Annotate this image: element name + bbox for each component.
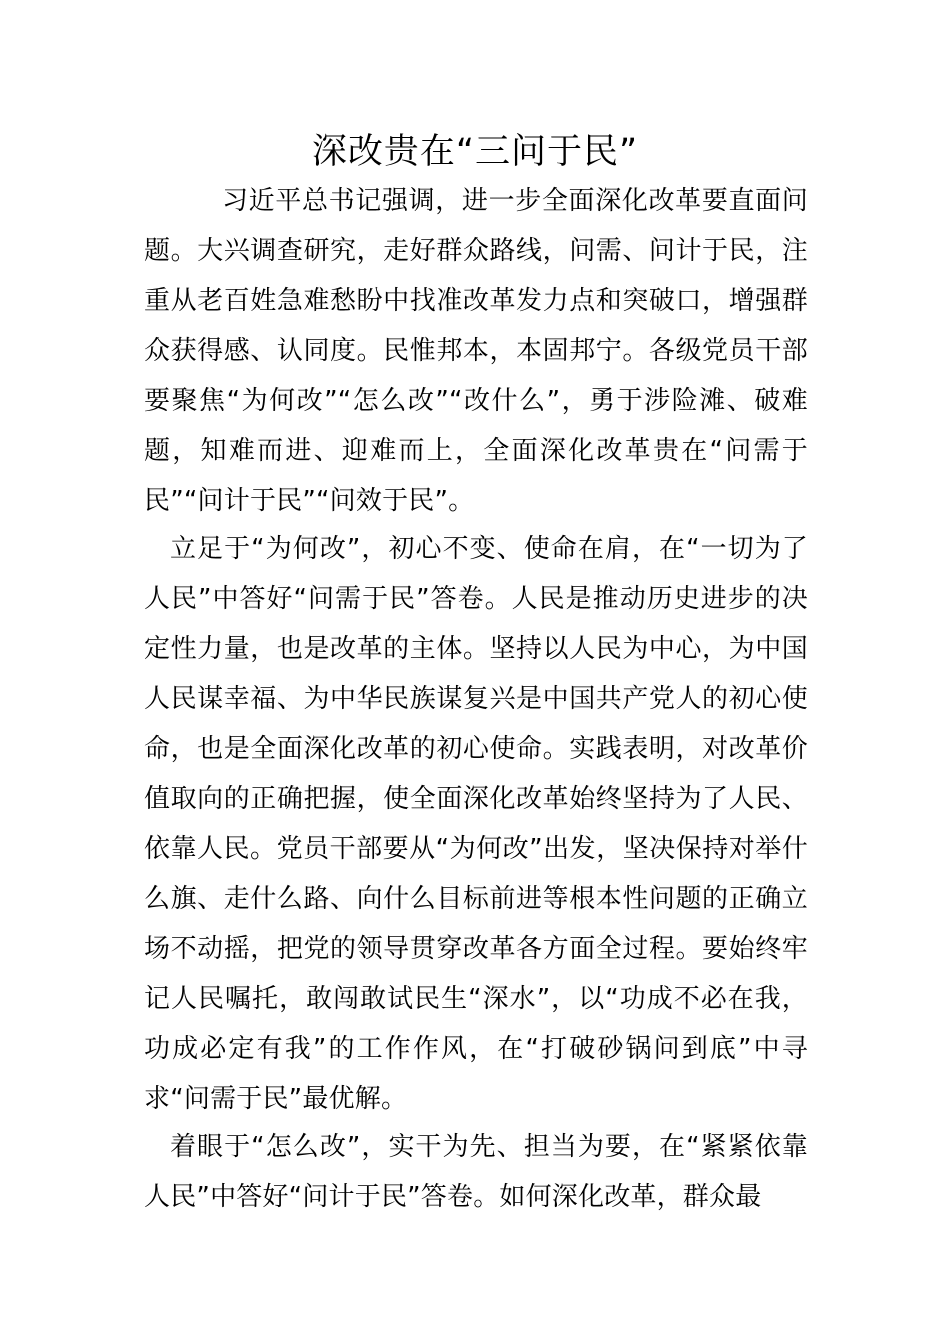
paragraph-why-reform: 立足于“为何改”，初心不变、使命在肩，在“一切为了人民”中答好“问需于民”答卷。人民是推动历史进步的决定性力量，也是改革的主体。坚持以人民为中心，为中国人民谋幸福、为中华民族谋复兴是中国共产党人的初心使命，也是全面深化改革的初心使命。实践表明，对改革价值取向的正确把握，使全面深化改革始终坚持为了人民、依靠人民。党员干部要从“为何改”出发，坚决保持对举什么旗、走什么路、向什么目标前进等根本性问题的正确立场不动摇，把党的领导贯穿改革各方面全过程。要始终牢记人民嘱托，敢闯敢试民生“深水”，以“功成不必在我，功成必定有我”的工作作风，在“打破砂锅问到底”中寻求“问需于民”最优解。 — [144, 534, 808, 1114]
document-title: 深改贵在“三问于民” — [311, 132, 639, 172]
paragraph-how-reform: 着眼于“怎么改”，实干为先、担当为要，在“紧紧依靠人民”中答好“问计于民”答卷。如何深化改革，群众最 — [144, 1132, 808, 1212]
paragraph-intro: 习近平总书记强调，进一步全面深化改革要直面问题。大兴调查研究，走好群众路线，问需、问计于民，注重从老百姓急难愁盼中找准改革发力点和突破口，增强群众获得感、认同度。民惟邦本，本固邦宁。各级党员干部要聚焦“为何改”“怎么改”“改什么”，勇于涉险滩、破难题，知难而进、迎难而上，全面深化改革贵在“问需于民”“问计于民”“问效于民”。 — [144, 186, 808, 516]
